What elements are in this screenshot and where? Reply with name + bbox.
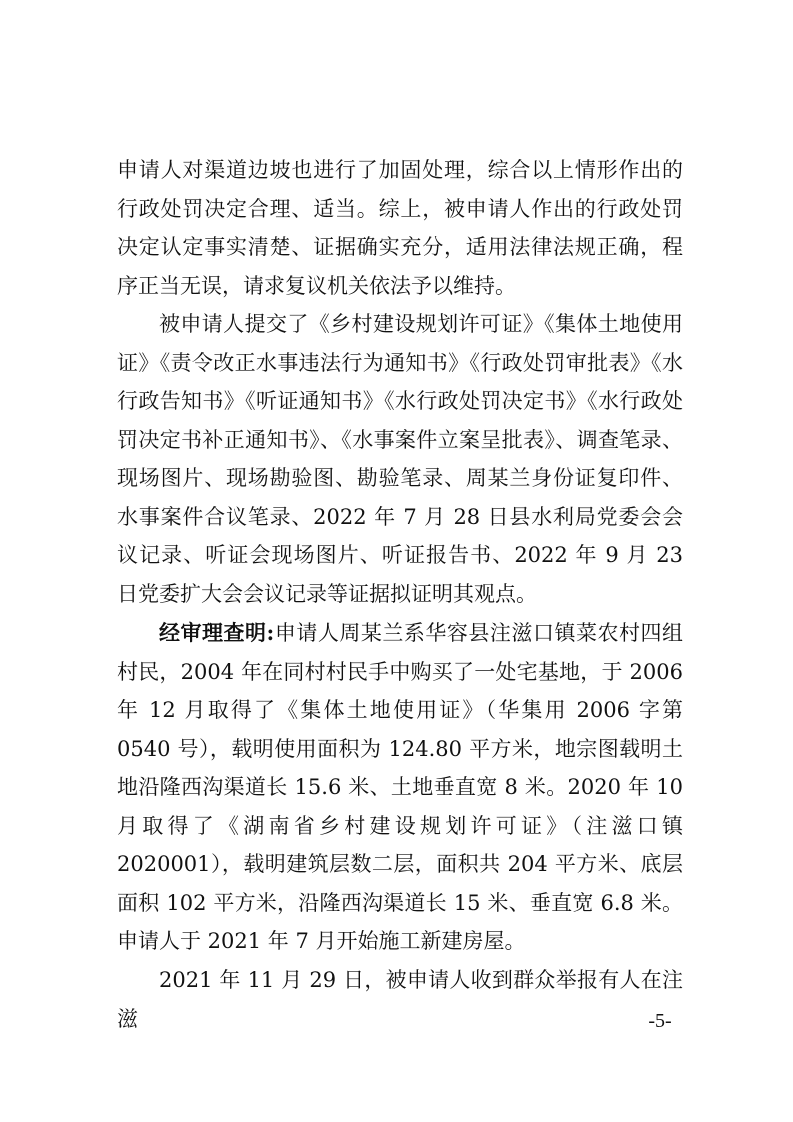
paragraph-text: 被申请人提交了《乡村建设规划许可证》《集体土地使用证》《责令改正水事违法行为通知书》《行政处罚审批表》《水行政告知书》《听证通知书》《水行政处罚决定书》《水行政处罚决定书补正通知书》、《水事案件立案呈批表》、调查笔录、现场图片、现场勘验图、勘验笔录、周某兰身份证复印件、水事案件合议笔录、2022 年 7 月 28 日县水利局党委会会议记录、听证会现场图片、听证报告书、2022 年 9 月 23 日党委扩大会会议记录等证据拟证明其观点。 <box>117 312 683 606</box>
paragraph-continuation <box>117 151 683 305</box>
paragraph-text: 2021 年 11 月 29 日，被申请人收到群众举报有人在注滋 <box>117 968 683 1031</box>
paragraph-text: 申请人周某兰系华容县注滋口镇菜农村四组村民，2004 年在同村村民手中购买了一处宅基地，于 2006 年 12 月取得了《集体土地使用证》（华集用 2006 字第 0540 号），载明使用面积为 124.80 平方米，地宗图载明土地沿隆西沟渠道长 15.6 米、土地垂直宽 8 米。2020 年 10 月取得了《湖南省乡村建设规划许可证》（注滋口镇 2020001），载明建筑层数二层，面积共 204 平方米、底层面积 102 平方米，沿隆西沟渠道长 15 米、垂直宽 6.8 米。申请人于 2021 年 7 月开始施工新建房屋。 <box>117 621 683 953</box>
paragraph-findings <box>117 614 683 961</box>
paragraph-evidence <box>117 305 683 613</box>
paragraph-next <box>117 961 683 1038</box>
paragraph-text: 申请人对渠道边坡也进行了加固处理，综合以上情形作出的行政处罚决定合理、适当。综上，被申请人作出的行政处罚决定认定事实清楚、证据确实充分，适用法律法规正确，程序正当无误，请求复议机关依法予以维持。 <box>117 158 683 298</box>
findings-heading: 经审理查明: <box>159 620 275 645</box>
page-number: -5- <box>648 1010 672 1032</box>
